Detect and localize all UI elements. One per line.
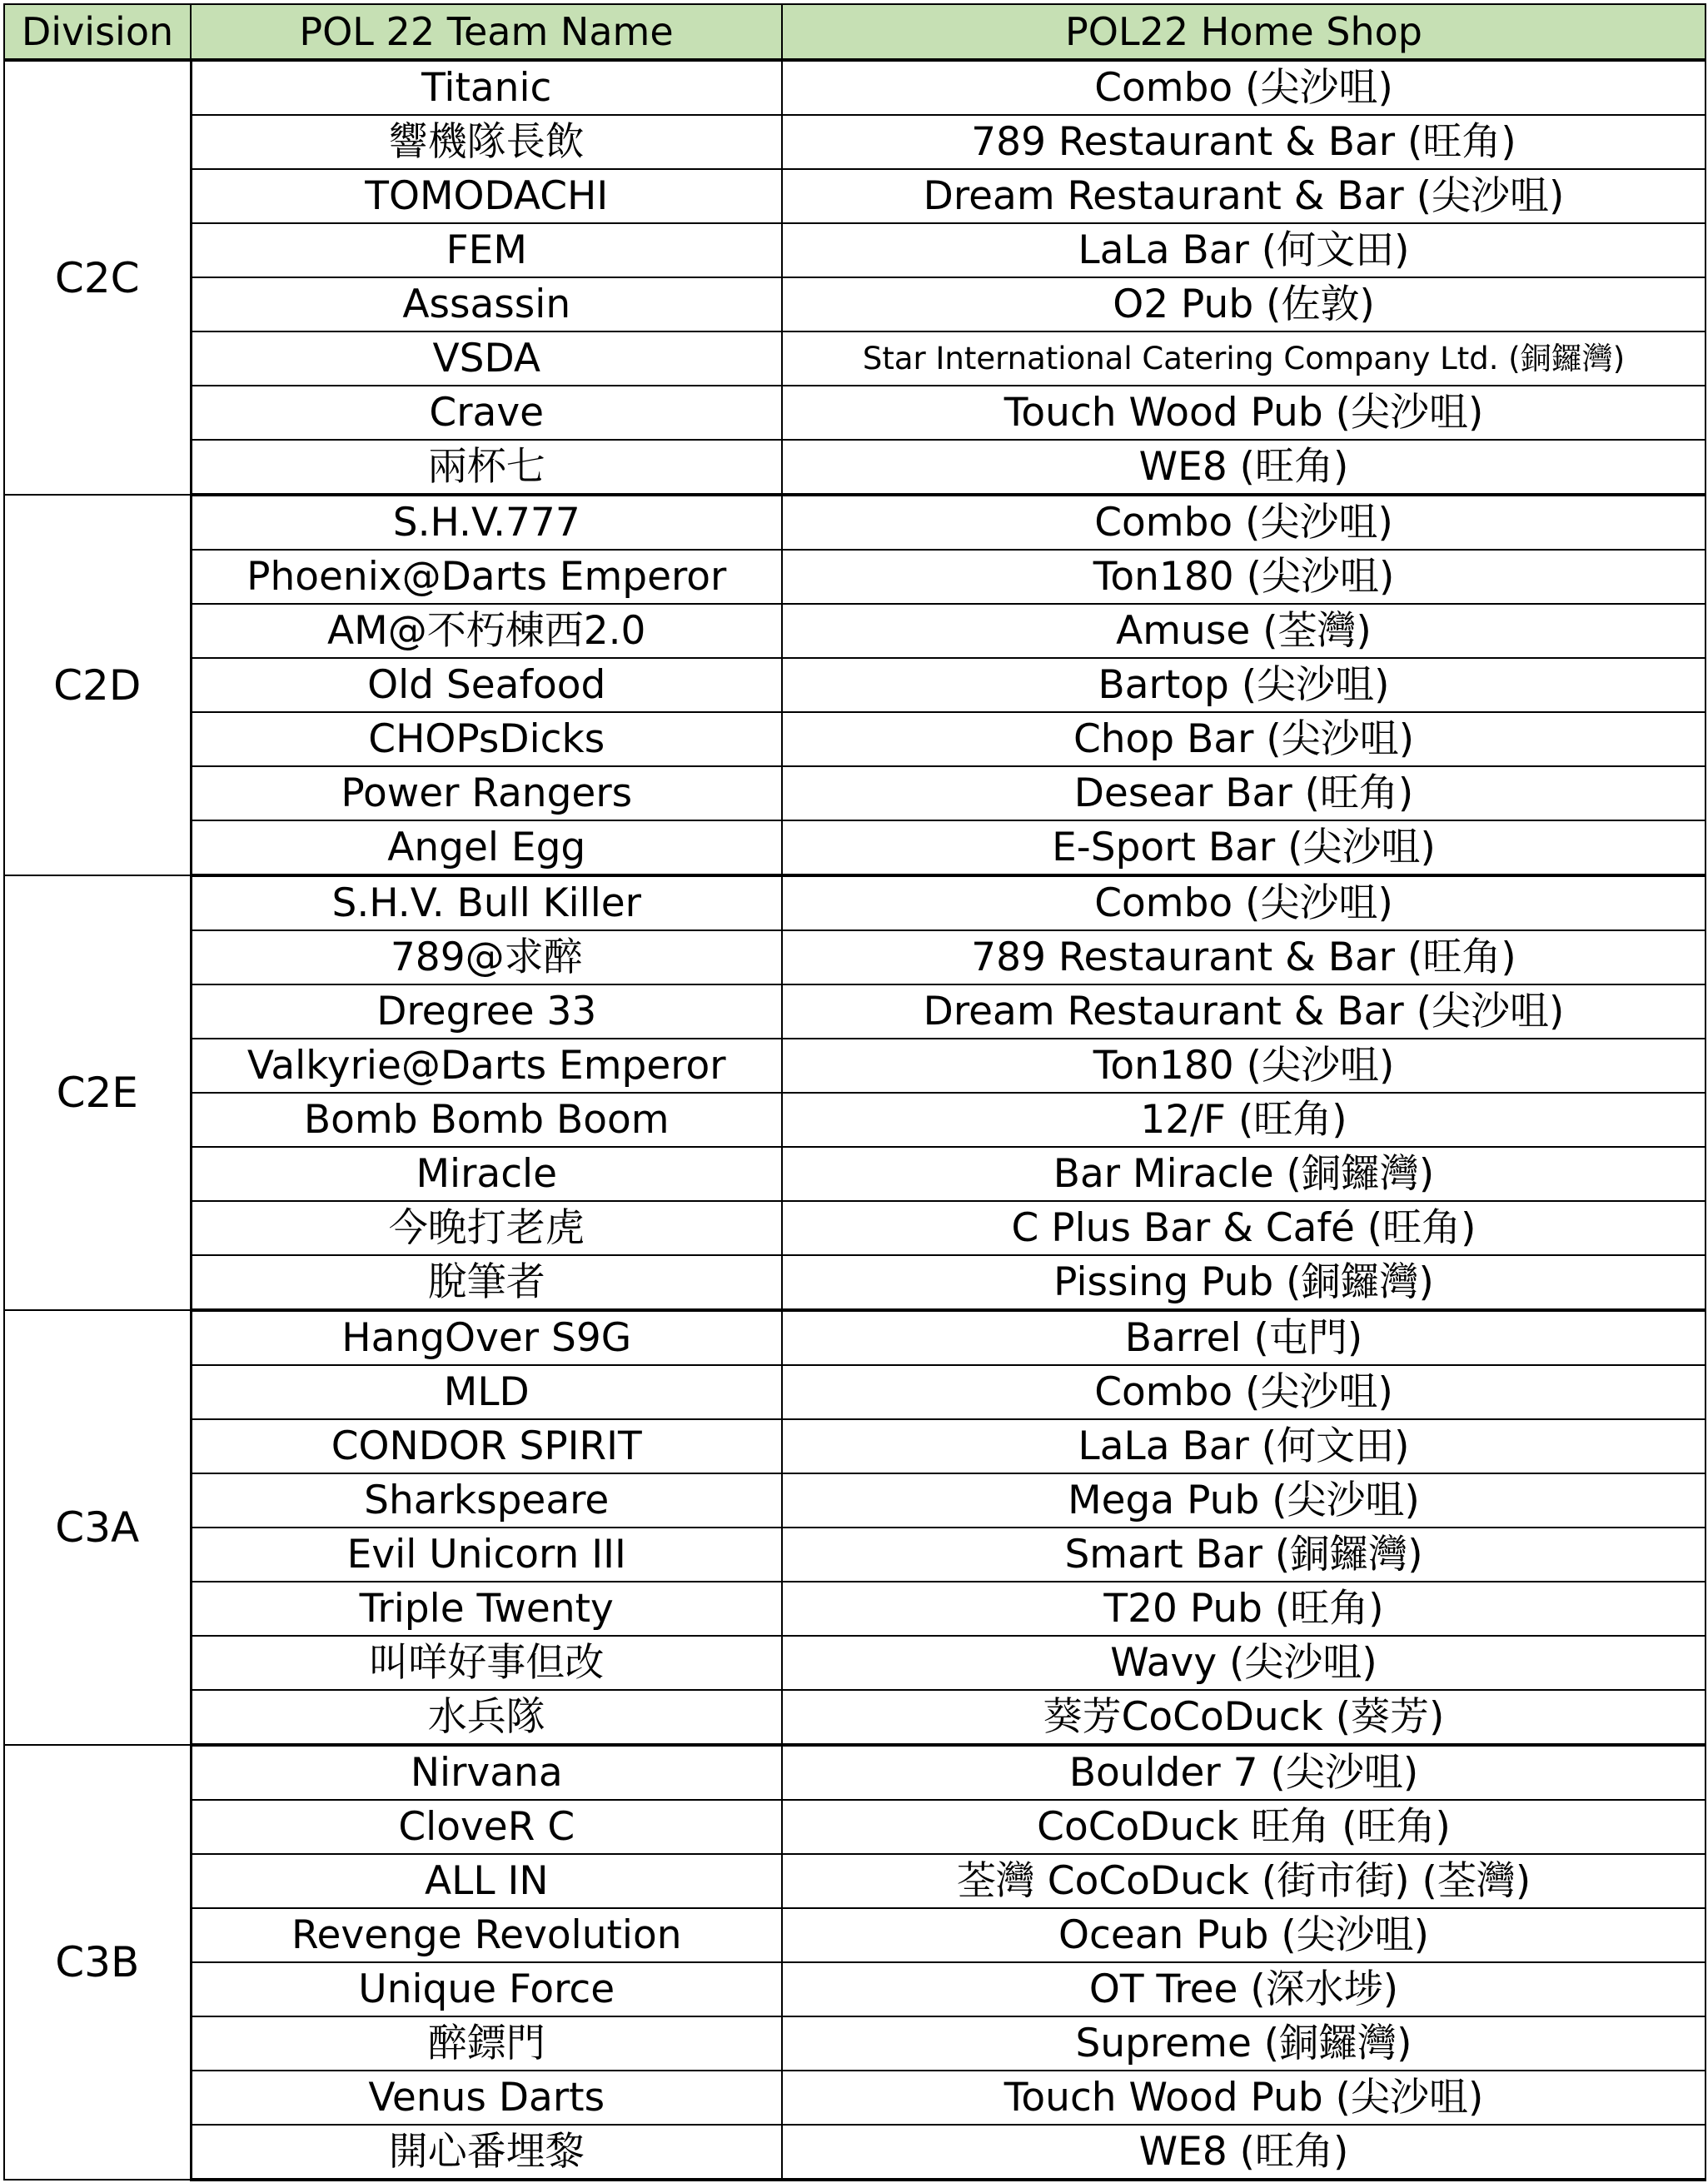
home-shop-cell[interactable]: 12/F (旺角) — [782, 1093, 1706, 1147]
table-row — [4, 1093, 1706, 1147]
table-row — [4, 2125, 1706, 2180]
division-cell[interactable]: C2E — [4, 875, 191, 1310]
team-name-cell[interactable]: Dregree 33 — [191, 984, 782, 1039]
home-shop-cell[interactable]: Mega Pub (尖沙咀) — [782, 1473, 1706, 1528]
home-shop-cell[interactable]: Smart Bar (銅鑼灣) — [782, 1528, 1706, 1582]
team-name-cell[interactable]: HangOver S9G — [191, 1310, 782, 1365]
roster-body — [4, 60, 1706, 2180]
home-shop-cell[interactable]: 葵芳CoCoDuck (葵芳) — [782, 1690, 1706, 1745]
team-name-cell[interactable]: Bomb Bomb Boom — [191, 1093, 782, 1147]
home-shop-cell[interactable]: Combo (尖沙咀) — [782, 875, 1706, 930]
team-name-cell[interactable]: Unique Force — [191, 1962, 782, 2016]
home-shop-cell[interactable]: LaLa Bar (何文田) — [782, 223, 1706, 277]
team-name-cell[interactable]: Triple Twenty — [191, 1582, 782, 1636]
team-name-cell[interactable]: Revenge Revolution — [191, 1908, 782, 1962]
home-shop-cell[interactable]: Ton180 (尖沙咀) — [782, 1039, 1706, 1093]
team-name-cell[interactable]: FEM — [191, 223, 782, 277]
home-shop-cell[interactable]: Bartop (尖沙咀) — [782, 658, 1706, 712]
home-shop-cell[interactable]: OT Tree (深水埗) — [782, 1962, 1706, 2016]
home-shop-cell[interactable]: Barrel (屯門) — [782, 1310, 1706, 1365]
table-row — [4, 1636, 1706, 1690]
table-row — [4, 1854, 1706, 1908]
team-name-cell[interactable]: Evil Unicorn III — [191, 1528, 782, 1582]
table-row — [4, 820, 1706, 875]
table-row — [4, 277, 1706, 331]
home-shop-cell[interactable]: C Plus Bar & Café (旺角) — [782, 1201, 1706, 1255]
team-name-cell[interactable]: 醉鏢門 — [191, 2016, 782, 2071]
home-shop-cell[interactable]: Combo (尖沙咀) — [782, 495, 1706, 550]
table-row — [4, 1310, 1706, 1365]
table-row — [4, 169, 1706, 223]
home-shop-cell[interactable]: Touch Wood Pub (尖沙咀) — [782, 386, 1706, 440]
team-name-cell[interactable]: CONDOR SPIRIT — [191, 1419, 782, 1473]
home-shop-cell[interactable]: Combo (尖沙咀) — [782, 60, 1706, 115]
table-row — [4, 984, 1706, 1039]
home-shop-cell[interactable]: Dream Restaurant & Bar (尖沙咀) — [782, 169, 1706, 223]
table-row — [4, 550, 1706, 604]
home-shop-cell[interactable]: Supreme (銅鑼灣) — [782, 2016, 1706, 2071]
team-name-cell[interactable]: CloveR C — [191, 1800, 782, 1854]
home-shop-cell[interactable]: 789 Restaurant & Bar (旺角) — [782, 115, 1706, 169]
table-row — [4, 495, 1706, 550]
table-row — [4, 440, 1706, 495]
table-row — [4, 1528, 1706, 1582]
team-name-cell[interactable]: 響機隊長飲 — [191, 115, 782, 169]
team-name-cell[interactable]: Crave — [191, 386, 782, 440]
team-name-cell[interactable]: S.H.V. Bull Killer — [191, 875, 782, 930]
team-name-cell[interactable]: 開心番埋黎 — [191, 2125, 782, 2180]
team-name-cell[interactable]: Power Rangers — [191, 766, 782, 820]
team-name-cell[interactable]: MLD — [191, 1365, 782, 1419]
home-shop-cell[interactable]: Dream Restaurant & Bar (尖沙咀) — [782, 984, 1706, 1039]
table-row — [4, 60, 1706, 115]
table-row — [4, 1962, 1706, 2016]
table-row — [4, 386, 1706, 440]
table-row — [4, 1147, 1706, 1201]
table-row — [4, 2016, 1706, 2071]
home-shop-cell[interactable]: Wavy (尖沙咀) — [782, 1636, 1706, 1690]
home-shop-cell[interactable]: Boulder 7 (尖沙咀) — [782, 1745, 1706, 1800]
home-shop-cell[interactable]: Amuse (荃灣) — [782, 604, 1706, 658]
table-row — [4, 766, 1706, 820]
home-shop-cell[interactable]: LaLa Bar (何文田) — [782, 1419, 1706, 1473]
table-row — [4, 1039, 1706, 1093]
home-shop-cell[interactable]: O2 Pub (佐敦) — [782, 277, 1706, 331]
team-name-cell[interactable]: Assassin — [191, 277, 782, 331]
division-cell[interactable]: C2C — [4, 60, 191, 495]
table-row — [4, 1255, 1706, 1310]
team-name-cell[interactable]: Valkyrie@Darts Emperor — [191, 1039, 782, 1093]
table-row — [4, 1745, 1706, 1800]
home-shop-cell[interactable]: Touch Wood Pub (尖沙咀) — [782, 2071, 1706, 2125]
team-name-cell[interactable]: 789@求醉 — [191, 930, 782, 984]
team-name-cell[interactable]: ALL IN — [191, 1854, 782, 1908]
table-row — [4, 604, 1706, 658]
team-name-cell[interactable]: Nirvana — [191, 1745, 782, 1800]
team-name-cell[interactable]: 叫咩好事但改 — [191, 1636, 782, 1690]
table-row — [4, 1419, 1706, 1473]
team-name-cell[interactable]: 水兵隊 — [191, 1690, 782, 1745]
table-row — [4, 1201, 1706, 1255]
home-shop-cell[interactable]: WE8 (旺角) — [782, 440, 1706, 495]
home-shop-cell[interactable]: Combo (尖沙咀) — [782, 1365, 1706, 1419]
table-row — [4, 331, 1706, 386]
team-name-cell[interactable]: 兩杯七 — [191, 440, 782, 495]
home-shop-cell[interactable]: Bar Miracle (銅鑼灣) — [782, 1147, 1706, 1201]
table-row — [4, 1800, 1706, 1854]
team-name-cell[interactable]: Sharkspeare — [191, 1473, 782, 1528]
division-cell[interactable]: C3B — [4, 1745, 191, 2180]
table-row — [4, 2071, 1706, 2125]
team-name-cell[interactable]: CHOPsDicks — [191, 712, 782, 766]
team-name-cell[interactable]: Miracle — [191, 1147, 782, 1201]
table-row — [4, 658, 1706, 712]
table-row — [4, 875, 1706, 930]
home-shop-cell[interactable]: Star International Catering Company Ltd. (銅鑼灣) — [782, 331, 1706, 386]
table-row — [4, 223, 1706, 277]
home-shop-cell[interactable]: WE8 (旺角) — [782, 2125, 1706, 2180]
home-shop-cell[interactable]: Ocean Pub (尖沙咀) — [782, 1908, 1706, 1962]
team-name-cell[interactable]: S.H.V.777 — [191, 495, 782, 550]
team-name-cell[interactable]: Titanic — [191, 60, 782, 115]
home-shop-cell[interactable]: Pissing Pub (銅鑼灣) — [782, 1255, 1706, 1310]
header-home-shop[interactable]: POL22 Home Shop — [782, 4, 1706, 60]
team-name-cell[interactable]: Venus Darts — [191, 2071, 782, 2125]
table-row — [4, 712, 1706, 766]
table-row — [4, 1690, 1706, 1745]
home-shop-cell[interactable]: T20 Pub (旺角) — [782, 1582, 1706, 1636]
header-team-name[interactable]: POL 22 Team Name — [191, 4, 782, 60]
team-name-cell[interactable]: TOMODACHI — [191, 169, 782, 223]
team-name-cell[interactable]: 今晚打老虎 — [191, 1201, 782, 1255]
home-shop-cell[interactable]: 789 Restaurant & Bar (旺角) — [782, 930, 1706, 984]
division-cell[interactable]: C2D — [4, 495, 191, 875]
team-name-cell[interactable]: AM@不朽棟西2.0 — [191, 604, 782, 658]
home-shop-cell[interactable]: Desear Bar (旺角) — [782, 766, 1706, 820]
team-name-cell[interactable]: Angel Egg — [191, 820, 782, 875]
home-shop-cell[interactable]: Chop Bar (尖沙咀) — [782, 712, 1706, 766]
home-shop-cell[interactable]: Ton180 (尖沙咀) — [782, 550, 1706, 604]
table-row — [4, 1365, 1706, 1419]
table-row — [4, 1582, 1706, 1636]
table-row — [4, 1908, 1706, 1962]
division-cell[interactable]: C3A — [4, 1310, 191, 1745]
header-division[interactable]: Division — [4, 4, 191, 60]
header-row — [4, 4, 1706, 60]
home-shop-cell[interactable]: E-Sport Bar (尖沙咀) — [782, 820, 1706, 875]
table-row — [4, 930, 1706, 984]
team-roster-table — [3, 3, 1706, 2181]
team-name-cell[interactable]: 脫筆者 — [191, 1255, 782, 1310]
table-row — [4, 1473, 1706, 1528]
home-shop-cell[interactable]: 荃灣 CoCoDuck (街市街) (荃灣) — [782, 1854, 1706, 1908]
team-name-cell[interactable]: VSDA — [191, 331, 782, 386]
home-shop-cell[interactable]: CoCoDuck 旺角 (旺角) — [782, 1800, 1706, 1854]
team-name-cell[interactable]: Old Seafood — [191, 658, 782, 712]
team-name-cell[interactable]: Phoenix@Darts Emperor — [191, 550, 782, 604]
table-row — [4, 115, 1706, 169]
